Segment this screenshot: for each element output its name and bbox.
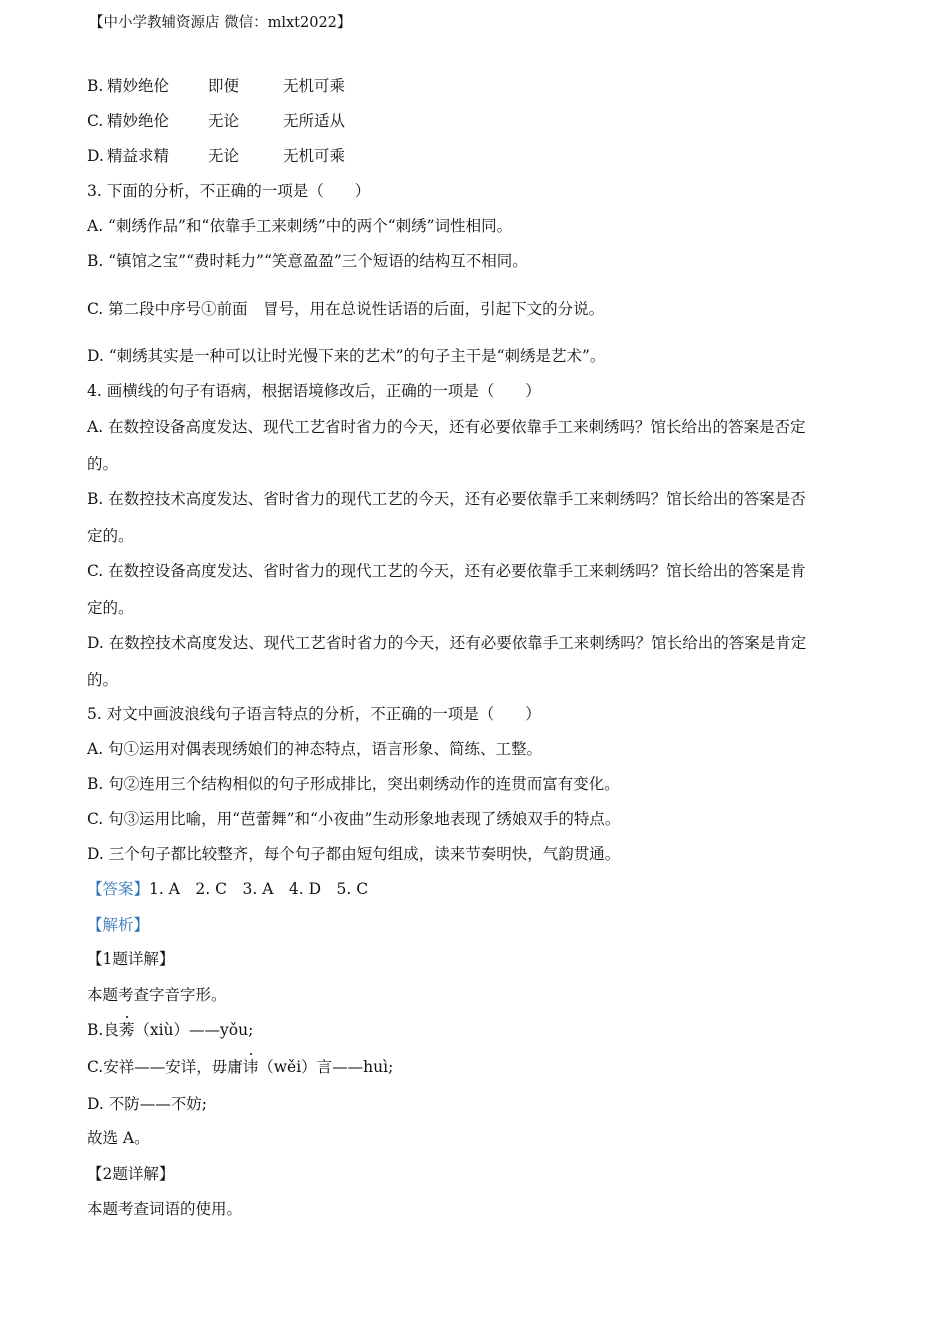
option-letter: B.	[87, 77, 104, 95]
text-segment: （xiù）——yǒu;	[134, 1021, 254, 1039]
detail-1-title: 【1题详解】	[87, 950, 175, 968]
q5-stem: 5. 对文中画波浪线句子语言特点的分析，不正确的一项是（ ）	[87, 705, 541, 723]
option-word-3: 无所适从	[283, 112, 346, 130]
option-letter: C.	[87, 112, 104, 130]
q5-option-a: A. 句①运用对偶表现绣娘们的神态特点，语言形象、简练、工整。	[87, 740, 543, 758]
detail-1-option-b	[87, 1020, 253, 1040]
q4-option-b-cont: 定的。	[87, 527, 134, 545]
option-word-2: 无论	[208, 112, 240, 130]
q3-option-d: D. “刺绣其实是一种可以让时光慢下来的艺术”的句子主干是“刺绣是艺术”。	[87, 347, 606, 365]
q5-option-d: D. 三个句子都比较整齐，每个句子都由短句组成，读来节奏明快，气韵贯通。	[87, 845, 621, 863]
analysis-label: 【解析】	[87, 916, 150, 934]
text-segment: B.良	[87, 1021, 119, 1039]
q3-stem: 3. 下面的分析，不正确的一项是（ ）	[87, 182, 371, 200]
answer-line	[87, 879, 368, 899]
detail-1-option-c	[87, 1057, 393, 1077]
q4-option-a: A. 在数控设备高度发达、现代工艺省时省力的今天，还有必要依靠手工来刺绣吗？馆长给出的答案是否定	[87, 418, 806, 436]
option-word-3: 无机可乘	[283, 147, 346, 165]
detail-1-intro: 本题考查字音字形。	[87, 986, 227, 1004]
q2-option-b	[87, 76, 346, 96]
option-letter: D.	[87, 147, 104, 165]
q4-stem: 4. 画横线的句子有语病，根据语境修改后，正确的一项是（ ）	[87, 382, 541, 400]
q3-option-c: C. 第二段中序号①前面 冒号，用在总说性话语的后面，引起下文的分说。	[87, 300, 605, 318]
option-word-2: 无论	[208, 147, 240, 165]
option-word-1: 精妙绝伦	[107, 77, 170, 95]
option-word-1: 精妙绝伦	[107, 112, 170, 130]
answer-label: 【答案】	[87, 880, 150, 898]
detail-2-intro: 本题考查词语的使用。	[87, 1200, 243, 1218]
dotted-character: 莠	[118, 1021, 135, 1039]
q4-option-c: C. 在数控设备高度发达、省时省力的现代工艺的今天，还有必要依靠手工来刺绣吗？馆长给出的答案是肯	[87, 562, 806, 580]
q2-option-d	[87, 146, 346, 166]
q5-option-b: B. 句②连用三个结构相似的句子形成排比，突出刺绣动作的连贯而富有变化。	[87, 775, 620, 793]
answer-text: 1. A 2. C 3. A 4. D 5. C	[149, 880, 369, 898]
option-word-3: 无机可乘	[283, 77, 346, 95]
q4-option-b: B. 在数控技术高度发达、省时省力的现代工艺的今天，还有必要依靠手工来刺绣吗？馆长给出的答案是否	[87, 490, 806, 508]
option-word-2: 即便	[208, 77, 240, 95]
q4-option-d: D. 在数控技术高度发达、现代工艺省时省力的今天，还有必要依靠手工来刺绣吗？馆长给出的答案是肯定	[87, 634, 807, 652]
text-segment: C.安祥——安详，毋庸	[87, 1058, 243, 1076]
q3-option-b: B. “镇馆之宝”“费时耗力”“笑意盈盈”三个短语的结构互不相同。	[87, 252, 528, 270]
option-word-1: 精益求精	[107, 147, 170, 165]
detail-1-conclusion: 故选 A。	[87, 1129, 150, 1147]
page-header: 【中小学教辅资源店 微信：mlxt2022】	[89, 15, 352, 31]
q4-option-d-cont: 的。	[87, 671, 119, 689]
text-segment: （wěi）言——huì;	[258, 1058, 394, 1076]
dotted-character: 讳	[242, 1058, 259, 1076]
q5-option-c: C. 句③运用比喻，用“芭蕾舞”和“小夜曲”生动形象地表现了绣娘双手的特点。	[87, 810, 621, 828]
detail-2-title: 【2题详解】	[87, 1165, 175, 1183]
q2-option-c	[87, 111, 346, 131]
q3-option-a: A. “刺绣作品”和“依靠手工来刺绣”中的两个“刺绣”词性相同。	[87, 217, 513, 235]
q4-option-c-cont: 定的。	[87, 599, 134, 617]
detail-1-option-d: D. 不防——不妨;	[87, 1095, 207, 1113]
q4-option-a-cont: 的。	[87, 455, 119, 473]
